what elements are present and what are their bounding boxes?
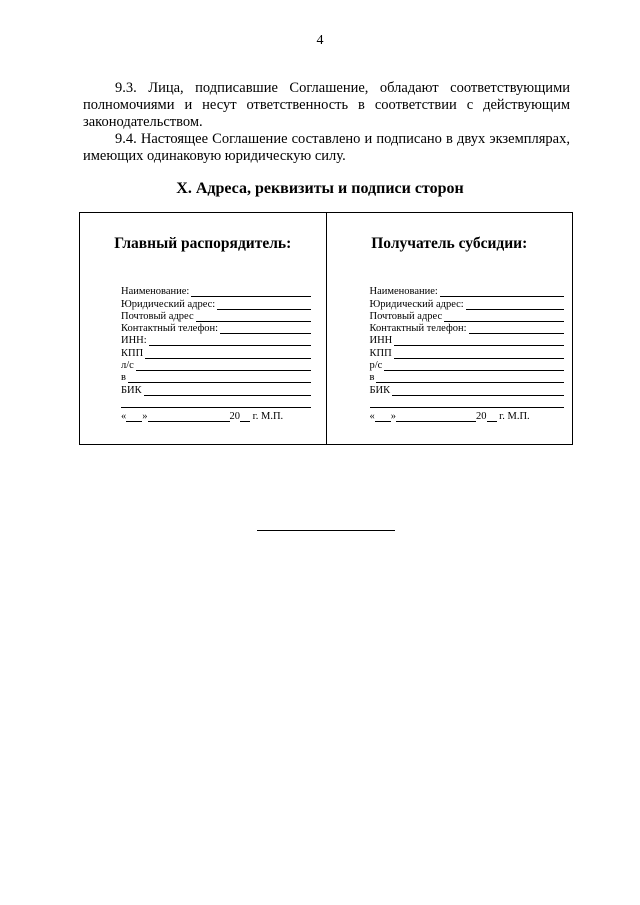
field-bik bbox=[370, 383, 564, 395]
fill-line bbox=[196, 312, 311, 322]
field-blank-line bbox=[121, 396, 311, 408]
field-phone bbox=[370, 322, 564, 334]
field-label: Контактный телефон: bbox=[369, 323, 467, 335]
month-blank bbox=[148, 412, 230, 422]
fill-line bbox=[384, 361, 563, 371]
section-title: X. Адреса, реквизиты и подписи сторон bbox=[176, 180, 464, 197]
field-label: Почтовый адрес bbox=[369, 310, 443, 322]
fill-line bbox=[466, 300, 564, 310]
date-quote-open: « bbox=[121, 411, 127, 422]
year-blank bbox=[240, 412, 250, 422]
fill-line bbox=[128, 373, 311, 383]
day-blank bbox=[126, 412, 142, 422]
field-account bbox=[121, 359, 311, 371]
fill-line bbox=[191, 287, 311, 297]
left-party-column bbox=[80, 213, 327, 444]
field-label: ИНН: bbox=[121, 335, 147, 347]
date-suffix: г. М.П. bbox=[499, 411, 530, 422]
field-label: Контактный телефон: bbox=[121, 323, 219, 335]
left-date-line bbox=[121, 411, 283, 422]
field-postal-address bbox=[121, 310, 311, 322]
fill-line bbox=[444, 312, 563, 322]
field-inn bbox=[121, 334, 311, 346]
date-quote-close: » bbox=[142, 411, 148, 422]
left-party-heading: Главный распорядитель: bbox=[114, 235, 292, 252]
date-quote-open: « bbox=[369, 411, 375, 422]
year-blank bbox=[487, 412, 497, 422]
field-label: Наименование: bbox=[369, 286, 438, 298]
fill-line bbox=[394, 336, 563, 346]
field-label: Юридический адрес: bbox=[369, 298, 464, 310]
field-kpp bbox=[370, 346, 564, 358]
fill-line bbox=[145, 349, 311, 359]
fill-line bbox=[440, 287, 564, 297]
field-label: ИНН bbox=[369, 335, 393, 347]
field-label: в bbox=[121, 372, 126, 384]
fill-line bbox=[149, 336, 311, 346]
month-blank bbox=[396, 412, 476, 422]
fill-line bbox=[392, 386, 563, 396]
field-blank-line bbox=[370, 396, 564, 408]
field-legal-address bbox=[370, 297, 564, 309]
field-bik bbox=[121, 383, 311, 395]
date-year: 20 bbox=[476, 411, 487, 422]
field-postal-address bbox=[370, 310, 564, 322]
fill-line bbox=[121, 398, 311, 408]
field-name bbox=[121, 285, 311, 297]
field-label: в bbox=[369, 372, 375, 384]
right-party-fields bbox=[370, 285, 564, 408]
date-suffix: г. М.П. bbox=[252, 411, 284, 422]
page-number: 4 bbox=[316, 33, 324, 48]
signature-table bbox=[79, 212, 573, 445]
fill-line bbox=[217, 300, 311, 310]
fill-line bbox=[394, 349, 564, 359]
field-label: Наименование: bbox=[121, 286, 190, 298]
fill-line bbox=[376, 373, 563, 383]
field-phone bbox=[121, 322, 311, 334]
field-label: БИК bbox=[369, 384, 391, 396]
field-bank bbox=[370, 371, 564, 383]
paragraph-9-3: 9.3. Лица, подписавшие Соглашение, обладают соответствующими полномочиями и несут ответственность в соответствии с действующим законодательством. bbox=[83, 80, 570, 130]
field-bank bbox=[121, 371, 311, 383]
fill-line bbox=[469, 324, 564, 334]
day-blank bbox=[375, 412, 391, 422]
field-label: л/с bbox=[121, 360, 134, 372]
fill-line bbox=[370, 398, 564, 408]
field-label: КПП bbox=[369, 347, 392, 359]
fill-line bbox=[220, 324, 311, 334]
field-label: Юридический адрес: bbox=[121, 298, 216, 310]
field-kpp bbox=[121, 346, 311, 358]
right-date-line bbox=[370, 411, 530, 422]
field-name bbox=[370, 285, 564, 297]
right-party-heading: Получатель субсидии: bbox=[371, 235, 528, 252]
fill-line bbox=[136, 361, 311, 371]
field-label: р/с bbox=[369, 360, 383, 372]
field-inn bbox=[370, 334, 564, 346]
footer-rule bbox=[257, 530, 395, 531]
date-year: 20 bbox=[229, 411, 240, 422]
field-account bbox=[370, 359, 564, 371]
field-label: КПП bbox=[121, 347, 144, 359]
date-quote-close: » bbox=[390, 411, 396, 422]
right-party-column bbox=[327, 213, 573, 444]
fill-line bbox=[144, 386, 311, 396]
field-legal-address bbox=[121, 297, 311, 309]
field-label: Почтовый адрес bbox=[121, 310, 194, 322]
field-label: БИК bbox=[121, 384, 142, 396]
paragraph-9-4: 9.4. Настоящее Соглашение составлено и подписано в двух экземплярах, имеющих одинаковую юридическую силу. bbox=[83, 131, 570, 164]
left-party-fields bbox=[121, 285, 311, 408]
